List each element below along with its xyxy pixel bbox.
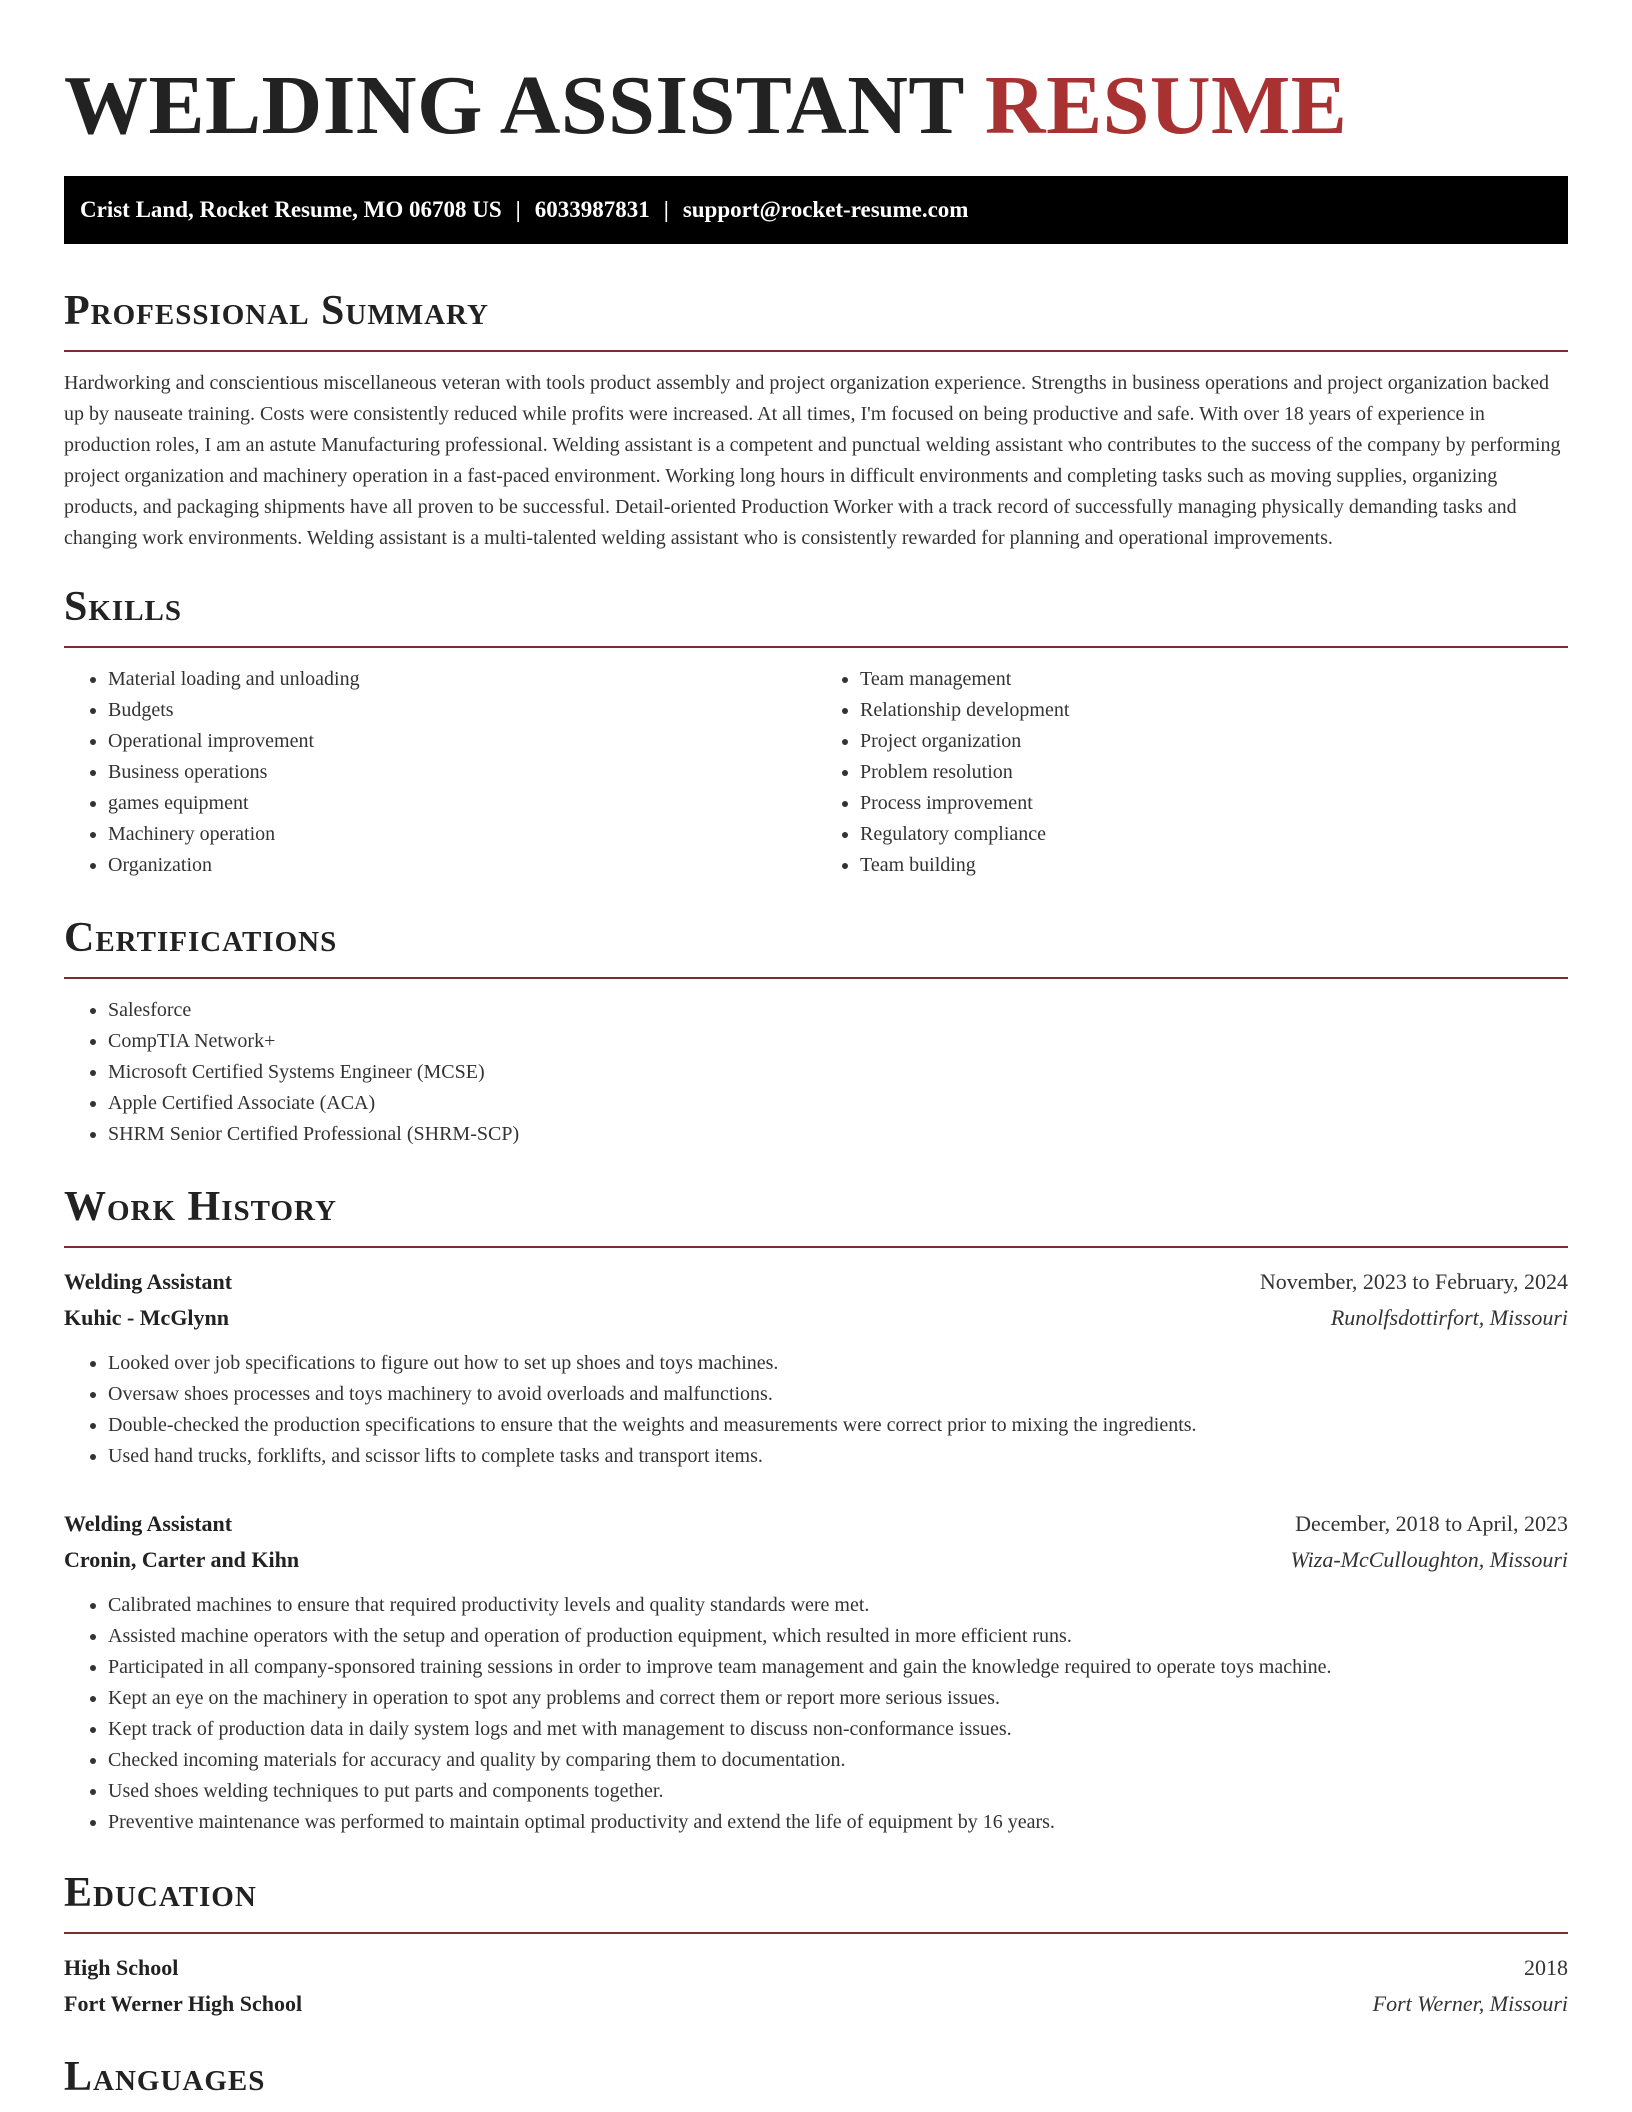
job-bullet: • Kept track of production data in daily system logs and met with management to discuss non-conformance issues. xyxy=(108,1714,1568,1745)
job-bullet: • Oversaw shoes processes and toys machinery to avoid overloads and malfunctions. xyxy=(108,1379,1568,1410)
skill-item: • Organization xyxy=(108,850,816,881)
job-bullet: • Checked incoming materials for accuracy and quality by comparing them to documentation. xyxy=(108,1745,1568,1776)
job-entry xyxy=(64,1506,1568,1838)
summary-section xyxy=(64,286,1568,554)
job-bullets xyxy=(64,1348,1568,1472)
title-accent: RESUME xyxy=(984,59,1348,152)
education-school: Fort Werner High School xyxy=(64,1991,303,2016)
job-entry xyxy=(64,1264,1568,1472)
skill-item: • Process improvement xyxy=(860,788,1568,819)
languages-section xyxy=(64,2052,1568,2102)
job-bullet: • Calibrated machines to ensure that required productivity levels and quality standards were met. xyxy=(108,1590,1568,1621)
education-degree: High School xyxy=(64,1955,179,1980)
section-divider xyxy=(64,977,1568,979)
job-location: Wiza-McCulloughton, Missouri xyxy=(1290,1547,1568,1572)
skill-item: • games equipment xyxy=(108,788,816,819)
skill-item: • Machinery operation xyxy=(108,819,816,850)
contact-phone: 6033987831 xyxy=(534,197,650,222)
education-degree-row xyxy=(64,1950,1568,1986)
certifications-list xyxy=(64,995,1568,1150)
job-bullet: • Participated in all company-sponsored training sessions in order to improve team management and gain the knowledge required to operate toys machine. xyxy=(108,1652,1568,1683)
job-bullet: • Used shoes welding techniques to put parts and components together. xyxy=(108,1776,1568,1807)
job-company-row xyxy=(64,1300,1568,1336)
skill-item: • Material loading and unloading xyxy=(108,664,816,695)
section-divider xyxy=(64,1932,1568,1934)
contact-separator: | xyxy=(663,197,669,222)
job-bullet: • Looked over job specifications to figure out how to set up shoes and toys machines. xyxy=(108,1348,1568,1379)
certification-item: • Salesforce xyxy=(108,995,1568,1026)
job-bullet: • Preventive maintenance was performed to maintain optimal productivity and extend the life of equipment by 16 years. xyxy=(108,1807,1568,1838)
contact-email[interactable]: support@rocket-resume.com xyxy=(682,197,969,222)
skills-columns xyxy=(64,664,1568,881)
education-location: Fort Werner, Missouri xyxy=(1372,1991,1568,2016)
certifications-section xyxy=(64,913,1568,1150)
section-divider xyxy=(64,350,1568,352)
education-heading: Education xyxy=(64,1870,257,1916)
job-header-row xyxy=(64,1264,1568,1300)
certification-item: • CompTIA Network+ xyxy=(108,1026,1568,1057)
contact-address: Crist Land, Rocket Resume, MO 06708 US xyxy=(80,197,502,222)
work-history-heading: Work History xyxy=(64,1184,337,1230)
title-main: WELDING ASSISTANT xyxy=(64,59,964,152)
skill-item: • Budgets xyxy=(108,695,816,726)
job-company-row xyxy=(64,1542,1568,1578)
job-bullet: • Assisted machine operators with the setup and operation of production equipment, which resulted in more efficient runs. xyxy=(108,1621,1568,1652)
skills-section xyxy=(64,582,1568,881)
work-history-section xyxy=(64,1182,1568,1838)
education-entry xyxy=(64,1950,1568,2022)
education-section xyxy=(64,1868,1568,2022)
skill-item: • Team building xyxy=(860,850,1568,881)
summary-text: Hardworking and conscientious miscellaneous veteran with tools product assembly and project organization experience. Strengths in business operations and project organization backed up by nauseate training. Costs were consistently reduced while profits were increased. At all times, I'm focused on being productive and safe. With over 18 years of experience in production roles, I am an astute Manufacturing professional. Welding assistant is a competent and punctual welding assistant who contributes to the success of the company by performing project organization and machinery operation in a fast-paced environment. Working long hours in difficult environments and completing tasks such as moving supplies, organizing products, and packaging shipments have all proven to be successful. Detail-oriented Production Worker with a track record of successfully managing physically demanding tasks and changing work environments. Welding assistant is a multi-talented welding assistant who is consistently rewarded for planning and operational improvements. xyxy=(64,372,1561,549)
certification-item: • Apple Certified Associate (ACA) xyxy=(108,1088,1568,1119)
skills-list-right xyxy=(816,664,1568,881)
skill-item: • Business operations xyxy=(108,757,816,788)
section-divider xyxy=(64,646,1568,648)
skills-list-left xyxy=(64,664,816,881)
languages-heading: Languages xyxy=(64,2054,266,2100)
job-bullet: • Used hand trucks, forklifts, and scissor lifts to complete tasks and transport items. xyxy=(108,1441,1568,1472)
job-location: Runolfsdottirfort, Missouri xyxy=(1330,1305,1568,1330)
skill-item: • Regulatory compliance xyxy=(860,819,1568,850)
certification-item: • SHRM Senior Certified Professional (SHRM-SCP) xyxy=(108,1119,1568,1150)
skills-heading: Skills xyxy=(64,584,183,630)
skill-item: • Operational improvement xyxy=(108,726,816,757)
resume-title xyxy=(64,0,1568,156)
job-company: Kuhic - McGlynn xyxy=(64,1305,230,1330)
skill-item: • Project organization xyxy=(860,726,1568,757)
education-school-row xyxy=(64,1986,1568,2022)
education-year: 2018 xyxy=(1524,1955,1568,1980)
certification-item: • Microsoft Certified Systems Engineer (MCSE) xyxy=(108,1057,1568,1088)
job-dates: December, 2018 to April, 2023 xyxy=(1295,1511,1568,1536)
section-divider xyxy=(64,1246,1568,1248)
contact-separator: | xyxy=(515,197,521,222)
summary-heading: Professional Summary xyxy=(64,288,489,334)
certifications-heading: Certifications xyxy=(64,915,338,961)
job-bullet: • Kept an eye on the machinery in operation to spot any problems and correct them or report more serious issues. xyxy=(108,1683,1568,1714)
job-bullets xyxy=(64,1590,1568,1838)
job-title: Welding Assistant xyxy=(64,1511,233,1536)
job-dates: November, 2023 to February, 2024 xyxy=(1259,1269,1568,1294)
job-bullet: • Double-checked the production specifications to ensure that the weights and measurements were correct prior to mixing the ingredients. xyxy=(108,1410,1568,1441)
skill-item: • Team management xyxy=(860,664,1568,695)
skill-item: • Relationship development xyxy=(860,695,1568,726)
job-company: Cronin, Carter and Kihn xyxy=(64,1547,300,1572)
skill-item: • Problem resolution xyxy=(860,757,1568,788)
job-title: Welding Assistant xyxy=(64,1269,233,1294)
job-header-row xyxy=(64,1506,1568,1542)
contact-bar xyxy=(64,176,1568,244)
